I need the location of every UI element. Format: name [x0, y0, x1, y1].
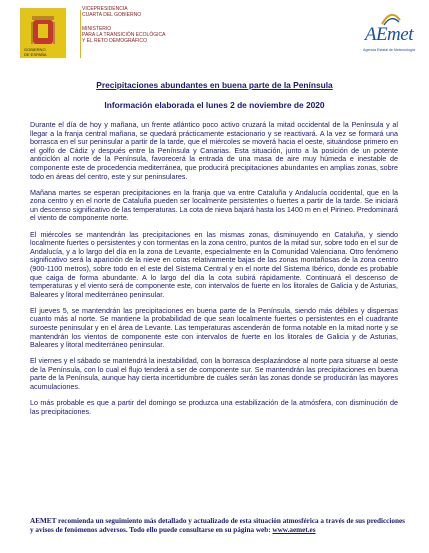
document-footer: [30, 517, 406, 535]
aemet-tagline: Agencia Estatal de Meteorología: [363, 48, 415, 52]
paragraph: El jueves 5, se mantendrán las precipitaciones en buena parte de la Península, siendo más débiles y dispersas cuanto más al norte. Se mantiene la probabilidad de que sean localmente fuertes o persistentes en el cuadrante suroeste peninsular y en el área de Levante. Las temperaturas ascenderán de forma notable en la mitad norte y se mantendrán los vientos de componente este con intervalos de fuerte en los litorales de Galicia y de Asturias, Baleares y litoral mediterráneo peninsular.: [30, 305, 398, 350]
government-flag-panel: [20, 8, 66, 58]
ministry-label: [82, 26, 212, 44]
footer-text: AEMET recomienda un seguimiento más detallado y actualizado de esta situación atmosférica a través de sus predicciones y avisos de fenómenos adversos. Todo ello puede consultarse en su página web:: [30, 517, 405, 534]
paragraph: Mañana martes se esperan precipitaciones en la franja que va entre Cataluña y Andalucía occidental, que en la zona centro y en el norte de Cataluña pueden ser localmente persistentes o fuertes a partir de la tarde. Se iniciará un descenso significativo de las temperaturas. La cota de nieva bajará hasta los 1400 m en el Pirineo. Predominará el viento de componente norte.: [30, 187, 398, 223]
government-logo-block: [20, 6, 260, 62]
ministry-line: PARA LA TRANSICIÓN ECOLÓGICA: [82, 32, 166, 38]
paragraph: El miércoles se mantendrán las precipitaciones en las mismas zonas, disminuyendo en Cataluña, y siendo localmente fuertes o persistentes y con tormentas en la zona centro, puntos de la mitad sur, sobre todo en el sur de Andalucía, y a lo largo del día en la zona de Levante, especialmente en la Comunidad Valenciana. Otro fenómeno significativo será la aparición de la nieve en cotas relativamente bajas de las zonas montañosas de la zona centro (900-1100 metros), sobre todo en el este del Sistema Central y en el norte del Sistema Ibérico, donde es probable que caiga de forma abundante. A lo largo del día la cota subirá rápidamente. Continuará el descenso de temperaturas y el viento será de componente este, con intervalos de fuerte en los litorales de Galicia y de Asturias, Baleares y litoral mediterráneo peninsular.: [30, 229, 398, 299]
spain-coat-of-arms-icon: [30, 14, 56, 50]
gov-line: CUARTA DEL GOBIERNO: [82, 12, 142, 18]
paragraph: El viernes y el sábado se mantendrá la inestabilidad, con la borrasca desplazándose al norte para situarse al oeste de la Península, con lo cual el flujo tenderá a ser de componente sur. Se mantendrán las precipitaciones en buena parte de la Península, aunque hay cierta incertidumbre de cuáles serán las zonas donde se producirán las mayores acumulaciones.: [30, 356, 398, 392]
aemet-website-link[interactable]: www.aemet.es: [272, 525, 316, 534]
paragraph: Durante el día de hoy y mañana, un frente atlántico poco activo cruzará la mitad occidental de la Península y al llegar a la franja central mañana, se quedará prácticamente estacionario y se reactivará. A la vez se formará una borrasca en el sur peninsular a partir de la tarde, que el miércoles se moverá hacia el oeste, situándose primero en el golfo de Cádiz y después entre la Península y Canarias. Esta situación, junto a la posición de un potente anticiclón al norte de la Península, favorecerá la entrada de una masa de aire muy húmeda e inestable de componente este de procedencia mediterránea, que producirá precipitaciones abundantes en amplias zonas, sobre todo en áreas del centro, este y sur peninsulares.: [30, 120, 398, 181]
document-body: [30, 121, 398, 424]
crest-caption-line: GOBIERNO: [24, 47, 46, 52]
header-divider: [80, 10, 81, 58]
aemet-wordmark: AEmet: [364, 24, 413, 45]
vicepresidencia-label: [82, 6, 212, 18]
gov-line: VICEPRESIDENCIA: [82, 6, 128, 12]
aemet-logo: [347, 10, 415, 60]
paragraph: Lo más probable es que a partir del domingo se produzca una estabilización de la atmósfera, con disminución de las precipitaciones.: [30, 398, 398, 416]
crest-caption: [24, 48, 47, 57]
page-header: [20, 6, 415, 62]
ministry-line: Y EL RETO DEMOGRÁFICO: [82, 38, 147, 44]
document-subtitle: Información elaborada el lunes 2 de noviembre de 2020: [104, 100, 325, 110]
document-title: Precipitaciones abundantes en buena parte de la Península: [96, 80, 333, 90]
crest-caption-line: DE ESPAÑA: [24, 51, 47, 57]
ministry-line: MINISTERIO: [82, 26, 112, 32]
